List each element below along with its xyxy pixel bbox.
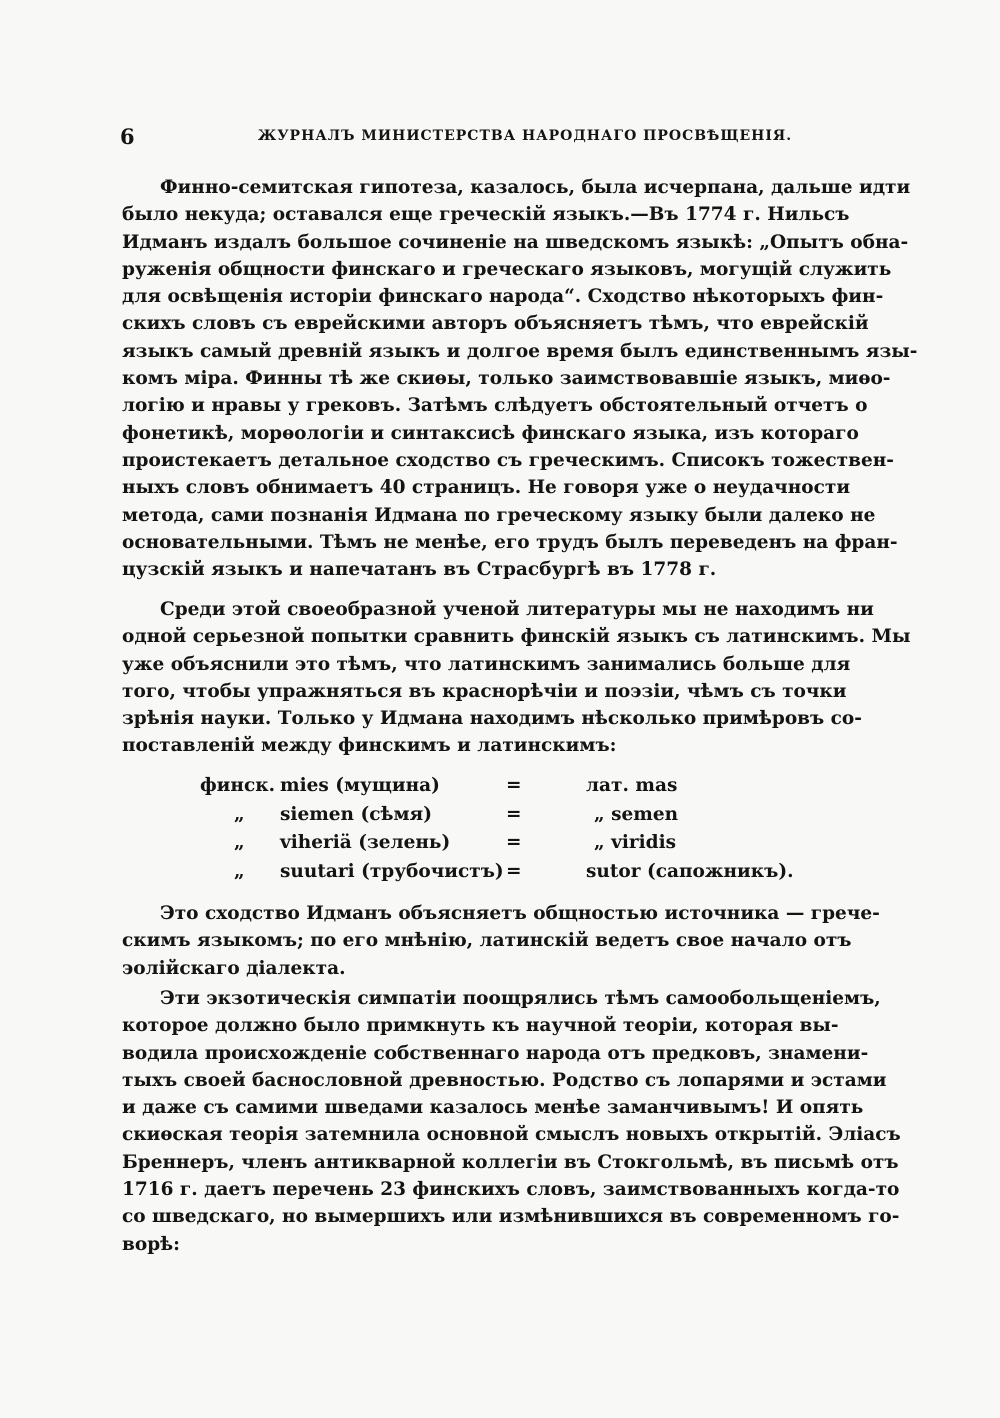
latin-word: sutor (сапожникъ).: [586, 860, 794, 882]
ditto-mark: „: [234, 832, 245, 854]
text-line: скимъ языкомъ; по его мнѣнію, латинскій ведетъ свое начало отъ: [122, 930, 852, 952]
text-line: логію и нравы у грековъ. Затѣмъ слѣдуетъ обстоятельный отчетъ о: [122, 395, 868, 417]
text-line: и даже съ самими шведами казалось менѣе заманчивымъ! И опять: [122, 1097, 864, 1119]
text-line: руженія общности финскаго и греческаго языковъ, могущій служить: [122, 258, 892, 280]
text-line: фонетикѣ, морѳологіи и синтаксисѣ финскаго языка, изъ котораго: [122, 422, 859, 444]
text-line: того, чтобы упражняться въ краснорѣчіи и поэзіи, чѣмъ съ точки: [122, 680, 847, 702]
text-line: проистекаетъ детальное сходство съ греческимъ. Списокъ тожествен-: [122, 449, 894, 471]
text-line: тыхъ своей баснословной древностью. Родство съ лопарями и эстами: [122, 1069, 887, 1091]
text-line: поставленій между финскимъ и латинскимъ:: [122, 735, 617, 757]
equals-sign: =: [506, 860, 522, 882]
text-line: скиѳская теорія затемнила основной смыслъ новыхъ открытій. Эліасъ: [122, 1124, 901, 1146]
paragraph-aeolic-dialect: [122, 900, 880, 982]
latin-word: лат. mas: [586, 775, 678, 796]
text-line: для освѣщенія исторіи финскаго народа“. Сходство нѣкоторыхъ фин-: [122, 286, 884, 308]
text-line: Идманъ издалъ большое сочиненіе на шведскомъ языкѣ: „Опытъ обна-: [122, 231, 909, 253]
finnish-word: siemen (сѣмя): [280, 803, 432, 825]
text-line: со шведскаго, но вымершихъ или измѣнившихся въ современномъ го-: [122, 1206, 900, 1228]
text-line: языкъ самый древній языкъ и долгое время былъ единственнымъ язы-: [122, 340, 918, 362]
text-line: основательными. Тѣмъ не менѣе, его трудъ былъ переведенъ на фран-: [122, 531, 898, 553]
page-header: [120, 124, 830, 154]
finnish-word: mies (мущина): [280, 775, 440, 796]
text-line: скихъ словъ съ еврейскими авторъ объясняетъ тѣмъ, что еврейскій: [122, 313, 869, 335]
ditto-mark: „: [234, 803, 245, 825]
text-line: которое должно было примкнуть къ научной теоріи, которая вы-: [122, 1015, 839, 1037]
equals-sign: =: [506, 803, 522, 825]
text-line: метода, сами познанія Идмана по греческому языку были далеко не: [122, 504, 876, 526]
word-comparison-list: [200, 772, 800, 886]
latin-word: „ semen: [594, 803, 679, 825]
finnish-word: suutari (трубочистъ): [280, 860, 504, 882]
equals-sign: =: [506, 775, 522, 796]
text-line: Это сходство Идманъ объясняетъ общностью источника — грече-: [160, 903, 880, 924]
source-language: финск.: [200, 775, 276, 796]
text-line: Финно-семитская гипотеза, казалось, была исчерпана, дальше идти: [160, 177, 911, 198]
paragraph-scythian-theory: [122, 985, 901, 1258]
comparison-row: [200, 772, 800, 801]
text-line: Бреннеръ, членъ антикварной коллегіи въ Стокгольмѣ, въ письмѣ отъ: [122, 1151, 899, 1173]
text-line: одной серьезной попытки сравнить финскій языкъ съ латинскимъ. Мы: [122, 626, 911, 648]
text-line: эолійскаго діалекта.: [122, 957, 346, 979]
latin-word: „ viridis: [594, 832, 677, 854]
text-line: зрѣнія науки. Только у Идмана находимъ нѣсколько примѣровъ со-: [122, 708, 862, 730]
running-title: ЖУРНАЛЪ МИНИСТЕРСТВА НАРОДНАГО ПРОСВѢЩЕНІЯ.: [257, 128, 793, 144]
text-line: ворѣ:: [122, 1233, 180, 1255]
text-line: было некуда; оставался еще греческій языкъ.—Въ 1774 г. Нильсъ: [122, 204, 850, 226]
paragraph-idman-greek: [122, 174, 918, 583]
text-line: цузскій языкъ и напечатанъ въ Страсбургѣ въ 1778 г.: [122, 559, 717, 581]
comparison-row: [200, 801, 800, 830]
text-line: 1716 г. даетъ перечень 23 финскихъ словъ, заимствованныхъ когда-то: [122, 1179, 900, 1201]
text-line: ныхъ словъ обнимаетъ 40 страницъ. Не говоря уже о неудачности: [122, 477, 851, 499]
paragraph-latin-comparison: [122, 596, 911, 760]
ditto-mark: „: [234, 860, 245, 882]
page-number: 6: [120, 124, 135, 149]
text-line: комъ міра. Финны тѣ же скиѳы, только заимствовавшіе языкъ, миѳо-: [122, 368, 891, 390]
text-line: Эти экзотическія симпатіи поощрялись тѣмъ самообольщеніемъ,: [160, 988, 881, 1009]
equals-sign: =: [506, 832, 522, 854]
finnish-word: viheriä (зелень): [280, 832, 451, 854]
text-line: Среди этой своеобразной ученой литературы мы не находимъ ни: [160, 599, 874, 620]
comparison-row: [200, 858, 800, 887]
comparison-row: [200, 829, 800, 858]
text-line: водила происхожденіе собственнаго народа отъ предковъ, знамени-: [122, 1042, 869, 1064]
text-line: уже объяснили это тѣмъ, что латинскимъ занимались больше для: [122, 653, 851, 675]
